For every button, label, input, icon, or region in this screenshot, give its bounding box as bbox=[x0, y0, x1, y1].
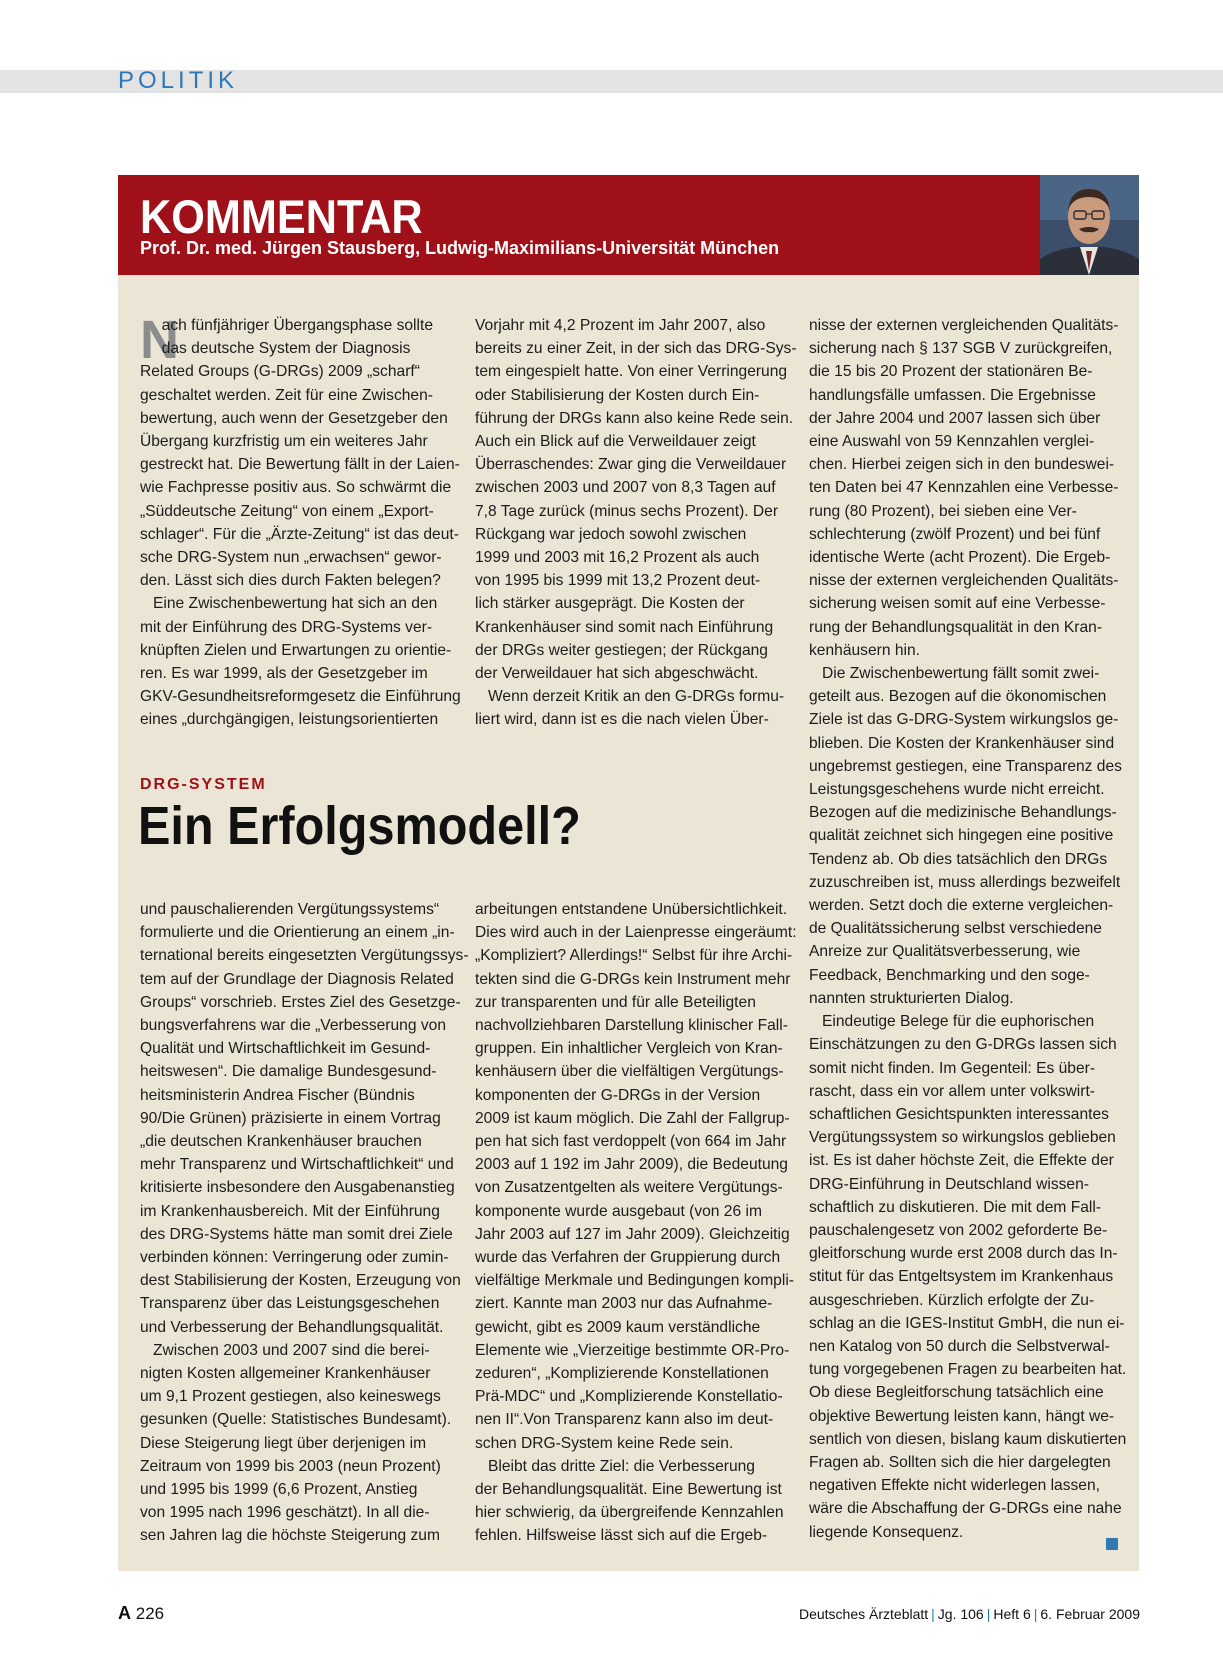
comment-header bbox=[118, 175, 1040, 275]
page-number bbox=[118, 1603, 164, 1624]
comment-author: Prof. Dr. med. Jürgen Stausberg, Ludwig-Maximilians-Universität München bbox=[140, 238, 780, 258]
journal-issue: Heft 6 bbox=[993, 1606, 1031, 1622]
section-label: POLITIK bbox=[118, 67, 239, 94]
column-1-lower-text: und pauschalierenden Vergütungssystems“ formulierte und die Orientierung an einem „in- ternational bereits eingesetzten Vergütungssys- tem auf der Grundlage der Diagnosis Related Groups“ vorschrieb. Erstes Ziel des Gesetzge- bungsverfahrens war die „Verbesserung von Qualität und Wirtschaftlichkeit im Gesund- heitswesen“. Die damalige Bundesgesund- heitsministerin Andrea Fischer (Bündnis 90/Die Grünen) präzisierte in einem Vortrag „die deutschen Krankenhäuser brauchen mehr Transparenz und Wirtschaftlichkeit“ und kritisierte insbesondere den Ausgabenanstieg im Krankenhausbereich. Mit der Einführung des DRG-Systems hätte man somit drei Ziele verbinden können: Verringerung oder zumin- dest Stabilisierung der Kosten, Erzeugung von Transparenz über das Leistungsgeschehen und Verbesserung der Behandlungsqualität. Zwischen 2003 und 2007 sind die berei- nigten Kosten allgemeiner Krankenhäuser um 9,1 Prozent gestiegen, also keineswegs gesunken (Quelle: Statistisches Bundesamt). Diese Steigerung liegt über derjenigen im Zeitraum von 1999 bis 2003 (neun Prozent) und 1995 bis 1999 (6,6 Prozent, Anstieg von 1995 nach 1996 geschätzt). In all die- sen Jahren lag die höchste Steigerung zum bbox=[140, 901, 469, 1545]
column-1-upper-text: ach fünfjähriger Übergangsphase sollte das deutsche System der Diagnosis Related Groups (G-DRGs) 2009 „scharf“ geschaltet werden. Zeit für eine Zwischen- bewertung, auch wenn der Gesetzgeber den Übergang kurzfristig um ein weiteres Jahr gestreckt hat. Die Bewertung fällt in der Laien- wie Fachpresse positiv aus. So schwärmt die „Süddeutsche Zeitung“ von einem „Export- schlager“. Für die „Ärzte-Zeitung“ ist das deut- sche DRG-System nun „erwachsen“ gewor- den. Lässt sich dies durch Fakten belegen? Eine Zwischenbewertung hat sich an den mit der Einführung des DRG-Systems ver- knüpften Zielen und Erwartungen zu orientie- ren. Es war 1999, als der Gesetzgeber im GKV-Gesundheitsreformgesetz die Einführung eines „durchgängigen, leistungsorientierten bbox=[140, 317, 461, 729]
journal-volume: Jg. 106 bbox=[937, 1606, 984, 1622]
journal-name: Deutsches Ärzteblatt bbox=[798, 1606, 929, 1622]
column-2-lower-text: arbeitungen entstandene Unübersichtlichkeit. Dies wird auch in der Laienpresse eingeräumt: „Kompliziert? Allerdings!“ Selbst für ihre Archi- tekten sind die G-DRGs kein Instrument mehr zur transparenten und für alle Beteiligten nachvollziehbaren Darstellung klinischer Fall- gruppen. Ein inhaltlicher Vergleich von Kran- kenhäusern über die vielfältigen Vergütungs- komponenten der G-DRGs in der Version 2009 ist kaum möglich. Die Zahl der Fallgrup- pen hat sich fast verdoppelt (von 664 im Jahr 2003 auf 1 192 im Jahr 2009), die Bedeutung von Zusatzentgelten als weitere Vergütungs- komponente wurde ausgebaut (von 26 im Jahr 2003 auf 127 im Jahr 2009). Gleichzeitig wurde das Verfahren der Gruppierung durch vielfältige Merkmale und Bedingungen kompli- ziert. Kannte man 2003 nur das Aufnahme- gewicht, gibt es 2009 kaum verständliche Elemente wie „Vierzeitige bestimmte OR-Pro- zeduren“, „Komplizierende Konstellationen Prä-MDC“ und „Komplizierende Konstellatio- nen II“.Von Transparenz kann also im deut- schen DRG-System keine Rede sein. Bleibt das dritte Ziel: die Verbesserung der Behandlungsqualität. Eine Bewertung ist hier schwierig, da übergreifende Kennzahlen fehlen. Hilfsweise lässt sich auf die Ergeb- bbox=[475, 901, 797, 1545]
page-prefix: A bbox=[118, 1603, 131, 1623]
journal-date: 6. Februar 2009 bbox=[1040, 1606, 1140, 1622]
page-number-value: 226 bbox=[135, 1604, 165, 1623]
separator-icon: | bbox=[1033, 1606, 1038, 1622]
comment-title: KOMMENTAR bbox=[140, 190, 423, 243]
column-3-text: nisse der externen vergleichenden Qualitäts- sicherung nach § 137 SGB V zurückgreifen, die 15 bis 20 Prozent der stationären Be- handlungsfälle umfassen. Die Ergebnisse der Jahre 2004 und 2007 lassen sich über eine Auswahl von 59 Kennzahlen verglei- chen. Hierbei zeigen sich in den bundeswei- ten Daten bei 47 Kennzahlen eine Verbesse- rung (80 Prozent), bei sieben eine Ver- schlechterung (zwölf Prozent) und bei fünf identische Werte (acht Prozent). Die Ergeb- nisse der externen vergleichenden Qualitäts- sicherung weisen somit auf eine Verbesse- rung der Behandlungsqualität in den Kran- kenhäusern hin. Die Zwischenbewertung fällt somit zwei- geteilt aus. Bezogen auf die ökonomischen Ziele ist das G-DRG-System wirkungslos ge- blieben. Die Kosten der Krankenhäuser sind ungebremst gestiegen, eine Transparenz des Leistungsgeschehens wurde nicht erreicht. Bezogen auf die medizinische Behandlungs- qualität zeichnet sich hingegen eine positive Tendenz ab. Ob dies tatsächlich den DRGs zuzuschreiben ist, muss allerdings bezweifelt werden. Setzt doch die externe vergleichen- de Qualitätssicherung selbst verschiedene Anreize zur Qualitätsverbesserung, wie Feedback, Benchmarking und den soge- nannten strukturierten Dialog. Eindeutige Belege für die euphorischen Einschätzungen zu den G-DRGs lassen sich somit nicht finden. Im Gegenteil: Es über- rascht, dass ein vor allem unter volkswirt- schaftlichen Gesichtspunkten interessantes Vergütungssystem so wirkungslos geblieben ist. Es ist daher höchste Zeit, die Effekte der DRG-Einführung in Deutschland wissen- schaftlich zu diskutieren. Die mit dem Fall- pauschalengesetz von 2002 geforderte Be- gleitforschung wurde erst 2008 durch das In- stitut für das Entgeltsystem im Krankenhaus ausgeschrieben. Kürzlich erfolgte der Zu- schlag an die IGES-Institut GmbH, die nun ei- nen Katalog von 50 durch die Selbstverwal- tung vorgegebenen Fragen zu bearbeiten hat. Ob diese Begleitforschung tatsächlich eine objektive Bewertung leisten kann, hängt we- sentlich von diesen, bislang kaum diskutierten Fragen ab. Sollten sich die hier dargelegten negativen Effekte nicht widerlegen lassen, wäre die Abschaffung der G-DRGs eine nahe liegende Konsequenz. bbox=[809, 317, 1127, 1541]
drop-cap: N bbox=[140, 310, 179, 370]
article-headline: Ein Erfolgsmodell? bbox=[138, 796, 581, 856]
separator-icon: | bbox=[986, 1606, 991, 1622]
author-portrait bbox=[1040, 175, 1139, 275]
separator-icon: | bbox=[931, 1606, 935, 1622]
end-mark-icon bbox=[1106, 1538, 1118, 1550]
column-2-upper-text: Vorjahr mit 4,2 Prozent im Jahr 2007, also bereits zu einer Zeit, in der sich das DRG-Sys- tem eingespielt hatte. Von einer Verringerung oder Stabilisierung der Kosten durch Ein- führung der DRGs kann also keine Rede sein. Auch ein Blick auf die Verweildauer zeigt Überraschendes: Zwar ging die Verweildauer zwischen 2003 und 2007 von 8,3 Tagen auf 7,8 Tage zurück (minus sechs Prozent). Der Rückgang war jedoch sowohl zwischen 1999 und 2003 mit 16,2 Prozent als auch von 1995 bis 1999 mit 13,2 Prozent deut- lich stärker ausgeprägt. Die Kosten der Krankenhäuser sind somit nach Einführung der DRGs weiter gestiegen; der Rückgang der Verweildauer hat sich abgeschwächt. Wenn derzeit Kritik an den G-DRGs formu- liert wird, dann ist es die nach vielen Über- bbox=[475, 317, 797, 729]
article-kicker: DRG-SYSTEM bbox=[140, 776, 267, 793]
footer-journal-info bbox=[799, 1606, 1140, 1622]
